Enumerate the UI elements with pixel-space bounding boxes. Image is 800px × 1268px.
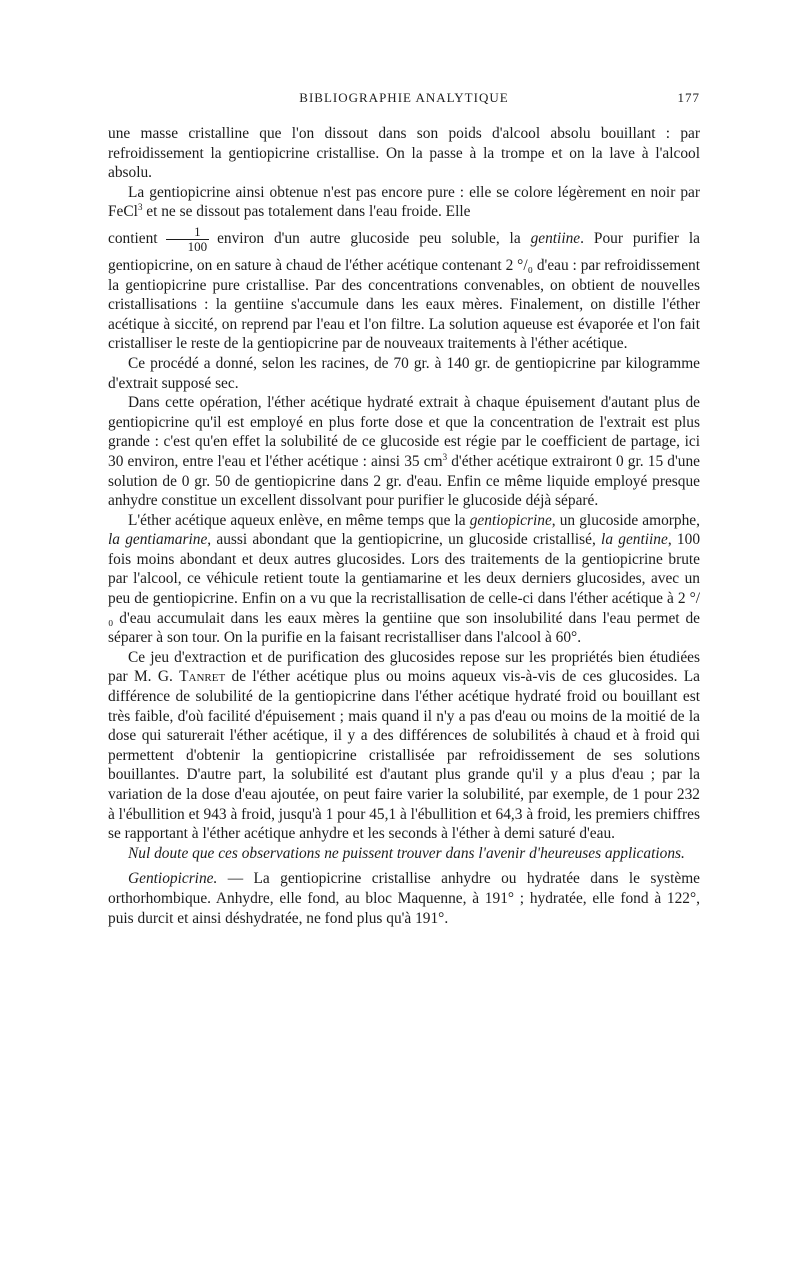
p2-text-b: et ne se dissout pas totalement dans l'eau froide. Elle xyxy=(142,203,471,221)
paragraph-4 xyxy=(108,393,700,511)
p4-text-a: Dans cette opération, l'éther acétique hydraté extrait à chaque épuisement d'autant plus de gentiopicrine qu'il est employé en plus forte dose et que la concentration de l'extrait est plus grande : c'est qu'en effet la solubilité de ce glucoside est régie par le coefficient de partage, ici 30 environ, entre l'eau et l'éther acétique : ainsi 35 cm xyxy=(108,394,700,470)
fraction-denominator: 100 xyxy=(187,238,208,254)
paragraph-2 xyxy=(108,183,700,354)
p5-italic-2: la gentiamarine xyxy=(108,531,208,549)
p6-text-b: de l'éther acétique plus ou moins aqueux vis-à-vis de ces glucosides. La différence de solubilité de la gentiopicrine dans l'éther acétique hydraté froid ou bouillant est très faible, d'où facilité d'épuisement ; mais quand il n'y a pas d'eau ou moins de la moitié de la dose qui saturerait l'éther acétique, il y a des différences de solubilités à chaud et à froid qui permettent d'obtenir la gentiopicrine cristallisée par refroidissement de ses solutions bouillantes. D'autre part, la solubilité est d'autant plus grande qu'il y a plus d'eau ; par la variation de la dose d'eau ajoutée, on peut faire varier la solubilité, par exemple, de 1 pour 232 à l'ébullition et 943 à froid, jusqu'à 1 pour 45,1 à l'ébullition et 64,3 à froid, les premiers chiffres se rapportant à l'éther acétique anhydre et les seconds à l'éther à demi saturé d'eau. xyxy=(108,668,700,843)
p5-italic-3: la gentiine xyxy=(601,531,668,549)
p4-text-b: d'éther acétique extrairont 0 gr. 15 d'une solution de 0 gr. 50 de gentiopicrine dans 2 gr. d'eau. Enfin ce même liquide employé presque anhydre constitue un excellent dissolvant pour purifier le glucoside déjà séparé. xyxy=(108,452,700,510)
p7-italic: Nul doute que ces observations ne puissent trouver dans l'avenir d'heureuses applications. xyxy=(128,844,685,862)
author-name: Tanret xyxy=(179,668,226,686)
p2-gentiine: gentiine xyxy=(530,229,581,247)
fraction xyxy=(166,225,210,254)
fraction-numerator: 1 xyxy=(166,225,210,240)
p8-text: — La gentiopicrine cristallise anhydre ou hydratée dans le système orthorhombique. Anhydre, elle fond, au bloc Maquenne, à 191° ; hydratée, elle fond à 122°, puis durcit et ainsi déshydratée, ne fond plus qu'à 191°. xyxy=(108,870,700,927)
p5-text-a: L'éther acétique aqueux enlève, en même temps que la xyxy=(128,511,470,529)
p5-text-d: , 100 fois moins abondant et deux autres glucosides. Lors des traitements de la gentiopicrine brute par l'alcool, ce véhicule retient toute la gentiamarine et les deux derniers glucosides, avec un peu de gentiopicrine. Enfin on a vu que la recristallisation de celle-ci dans l'éther acétique à 2 °/₀ d'eau accumulait dans les eaux mères la gentiine que son insolubilité dans l'eau permet de séparer à son tour. On la purifie en la faisant recristalliser dans l'alcool à 60°. xyxy=(108,531,701,647)
p6-text-a: Ce jeu d'extraction et de purification des glucosides repose sur les propriétés bien étudiées par M. G. xyxy=(108,648,700,686)
paragraph-3: Ce procédé a donné, selon les racines, de 70 gr. à 140 gr. de gentiopicrine par kilogramme d'extrait supposé sec. xyxy=(108,354,700,392)
section-heading-gentiopicrine: Gentiopicrine. xyxy=(128,870,218,888)
p2-superscript: 3 xyxy=(137,202,143,213)
body-text xyxy=(108,124,700,928)
page-number: 177 xyxy=(677,90,700,105)
p2-text-d: . Pour purifier la gentiopicrine, on en sature à chaud de l'éther acétique contenant 2 °/₀ d'eau : par refroidissement la gentiopicrine pure cristallise. Par des concentrations convenables, on obtient de nouvelles cristallisations : la gentiine s'accumule dans les eaux mères. Finalement, on distille l'éther acétique à siccité, on reprend par l'eau et l'on filtre. La solution aqueuse est évaporée et l'on fait cristalliser le reste de la gentiopicrine par de nouveaux traitements à l'éther acétique. xyxy=(108,229,700,353)
p5-italic-1: gentiopicrine xyxy=(469,511,552,529)
paragraph-8 xyxy=(108,869,700,928)
p5-text-c: , aussi abondant que la gentiopicrine, un glucoside cristallisé, xyxy=(207,531,602,549)
p4-superscript: 3 xyxy=(442,451,448,462)
p5-text-b: , un glucoside amorphe, xyxy=(551,511,700,529)
header-title: BIBLIOGRAPHIE ANALYTIQUE xyxy=(299,90,509,105)
p2-text-a: La gentiopicrine ainsi obtenue n'est pas encore pure : elle se colore légèrement en noir par FeCl xyxy=(108,183,700,221)
paragraph-1: une masse cristalline que l'on dissout dans son poids d'alcool absolu bouillant : par refroidissement la gentiopicrine cristallise. On la passe à la trompe et on la lave à l'alcool absolu. xyxy=(108,125,700,182)
p2-text-c: environ d'un autre glucoside peu soluble, la xyxy=(217,229,531,247)
p2-contient: contient xyxy=(108,229,158,247)
paragraph-5 xyxy=(108,511,700,648)
paragraph-6 xyxy=(108,648,700,844)
running-header xyxy=(108,90,700,112)
paragraph-7 xyxy=(108,844,700,864)
